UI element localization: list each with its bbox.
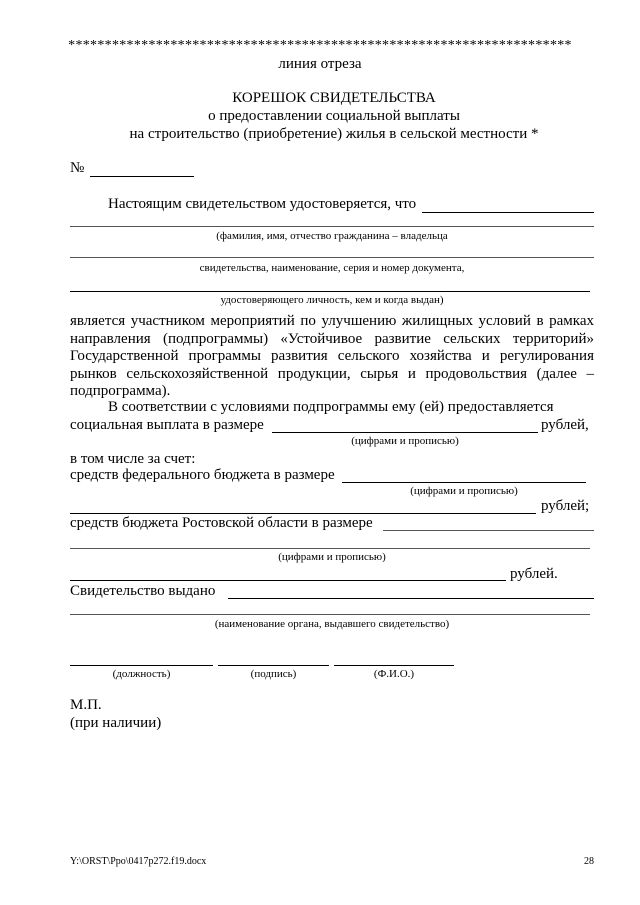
regional-amount-field[interactable] (383, 530, 594, 531)
number-field[interactable] (90, 176, 194, 177)
position-caption: (должность) (112, 668, 171, 680)
holder-line-3[interactable] (70, 291, 590, 292)
signature-caption: (подпись) (250, 668, 297, 680)
regional-amount-line-2[interactable] (70, 548, 590, 549)
participant-paragraph: является участником мероприятий по улучшению жилищных условий в рамках направления (подпрограммы) «Устойчивое развитие сельских территорий» Государственной программы развития сельского хозяйства и регулирования рынков сельскохозяйственной продукции, сырья и продовольствия (далее – подпрограмма). (70, 313, 594, 399)
seal-label: М.П. (70, 697, 102, 713)
federal-budget-label: средств федерального бюджета в размере (70, 467, 335, 483)
holder-field[interactable] (422, 212, 594, 213)
payment-caption: (цифрами и прописью) (351, 435, 459, 447)
payment-amount-field[interactable] (272, 432, 538, 433)
cut-line-stars: ********************************************************************* (68, 38, 572, 53)
issued-label: Свидетельство выдано (70, 583, 216, 599)
holder-caption-3: удостоверяющего личность, кем и когда выдан) (220, 294, 444, 306)
document-subtitle: о предоставлении социальной выплаты (208, 108, 460, 124)
federal-amount-field[interactable] (342, 482, 586, 483)
fio-caption: (Ф.И.О.) (373, 668, 415, 680)
page-number: 28 (584, 856, 594, 867)
federal-currency: рублей; (541, 498, 590, 514)
signature-field[interactable] (218, 665, 329, 666)
including-text: в том числе за счет: (70, 451, 196, 467)
federal-amount-line-2[interactable] (70, 513, 536, 514)
federal-caption: (цифрами и прописью) (410, 485, 518, 497)
regional-caption: (цифрами и прописью) (278, 551, 386, 563)
fio-field[interactable] (334, 665, 454, 666)
document-subtitle-2: на строительство (приобретение) жилья в сельской местности * (129, 126, 539, 142)
issued-field[interactable] (228, 598, 594, 599)
conditions-text: В соответствии с условиями подпрограммы ему (ей) предоставляется (108, 399, 554, 415)
holder-line-2[interactable] (70, 257, 594, 258)
regional-amount-line-3[interactable] (70, 580, 506, 581)
regional-budget-label: средств бюджета Ростовской области в размере (70, 515, 373, 531)
certify-text: Настоящим свидетельством удостоверяется, что (108, 196, 417, 212)
regional-currency: рублей. (510, 566, 558, 582)
footer-file-path: Y:\ORST\Ppo\0417p272.f19.docx (70, 856, 207, 867)
issuer-caption: (наименование органа, выдавшего свидетельство) (214, 618, 450, 630)
holder-caption-2: свидетельства, наименование, серия и номер документа, (199, 262, 465, 274)
holder-line-1[interactable] (70, 226, 594, 227)
seal-note: (при наличии) (70, 715, 162, 731)
document-title: КОРЕШОК СВИДЕТЕЛЬСТВА (232, 90, 436, 106)
payment-label: социальная выплата в размере (70, 417, 264, 433)
position-field[interactable] (70, 665, 213, 666)
number-label: № (70, 160, 85, 176)
issued-line-2[interactable] (70, 614, 590, 615)
payment-currency: рублей, (541, 417, 589, 433)
holder-caption-1: (фамилия, имя, отчество гражданина – владельца (216, 230, 448, 242)
cut-line-label: линия отреза (278, 56, 362, 72)
